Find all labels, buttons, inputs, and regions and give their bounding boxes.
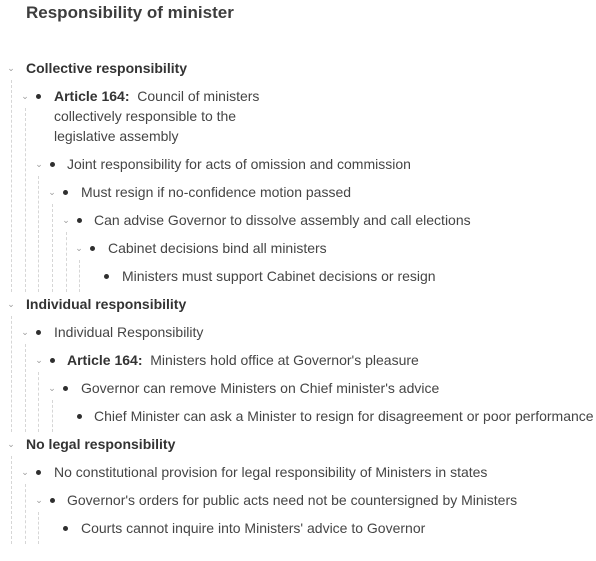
guide-line: [25, 344, 26, 432]
guide-line: [25, 484, 26, 544]
collapse-chevron-icon[interactable]: ⌄: [21, 467, 29, 477]
bullet-icon[interactable]: [90, 246, 95, 251]
node-article-164-council[interactable]: [54, 86, 259, 106]
guide-line: [79, 260, 80, 292]
bullet-icon[interactable]: [50, 498, 55, 503]
node-article-164-office[interactable]: [67, 350, 419, 370]
node-no-constitutional-provision[interactable]: No constitutional provision for legal responsibility of Ministers in states: [54, 464, 488, 480]
guide-line: [38, 176, 39, 292]
collapse-chevron-icon[interactable]: ⌄: [48, 383, 56, 393]
bullet-icon[interactable]: [50, 162, 55, 167]
collapse-chevron-icon[interactable]: ⌄: [21, 327, 29, 337]
collapse-chevron-icon[interactable]: ⌄: [7, 439, 15, 449]
bullet-icon[interactable]: [63, 190, 68, 195]
collapse-chevron-icon[interactable]: ⌄: [21, 91, 29, 101]
guide-line: [38, 512, 39, 544]
collapse-chevron-icon[interactable]: ⌄: [35, 355, 43, 365]
guide-line: [66, 232, 67, 292]
collapse-chevron-icon[interactable]: ⌄: [62, 215, 70, 225]
node-text: Council of ministers: [137, 88, 260, 104]
node-bold-label: Article 164:: [54, 88, 130, 104]
guide-line: [11, 456, 12, 544]
bullet-icon[interactable]: [63, 526, 68, 531]
guide-line: [25, 108, 26, 292]
collapse-chevron-icon[interactable]: ⌄: [7, 299, 15, 309]
section-collective-responsibility[interactable]: Collective responsibility: [26, 60, 188, 76]
collapse-chevron-icon[interactable]: ⌄: [7, 63, 15, 73]
node-advise-governor[interactable]: Can advise Governor to dissolve assembly and call elections: [94, 212, 471, 228]
collapse-chevron-icon[interactable]: ⌄: [35, 495, 43, 505]
guide-line: [11, 80, 12, 292]
collapse-chevron-icon[interactable]: ⌄: [35, 159, 43, 169]
node-ministers-support[interactable]: Ministers must support Cabinet decisions or resign: [122, 268, 436, 284]
bullet-icon[interactable]: [63, 386, 68, 391]
guide-line: [52, 400, 53, 432]
node-text: Ministers hold office at Governor's pleasure: [150, 352, 419, 368]
node-courts-cannot-inquire[interactable]: Courts cannot inquire into Ministers' advice to Governor: [81, 520, 426, 536]
node-text-continued: collectively responsible to the: [54, 108, 237, 124]
bullet-icon[interactable]: [77, 414, 82, 419]
node-chief-minister-ask[interactable]: Chief Minister can ask a Minister to resign for disagreement or poor performance: [94, 408, 594, 424]
node-joint-responsibility[interactable]: Joint responsibility for acts of omission and commission: [67, 156, 411, 172]
section-no-legal-responsibility[interactable]: No legal responsibility: [26, 436, 176, 452]
bullet-icon[interactable]: [36, 330, 41, 335]
node-governor-remove[interactable]: Governor can remove Ministers on Chief minister's advice: [81, 380, 440, 396]
guide-line: [38, 372, 39, 432]
guide-line: [52, 204, 53, 292]
collapse-chevron-icon[interactable]: ⌄: [75, 243, 83, 253]
node-bold-label: Article 164:: [67, 352, 143, 368]
section-individual-responsibility[interactable]: Individual responsibility: [26, 296, 187, 312]
node-individual-responsibility[interactable]: Individual Responsibility: [54, 324, 204, 340]
bullet-icon[interactable]: [50, 358, 55, 363]
node-cabinet-decisions[interactable]: Cabinet decisions bind all ministers: [108, 240, 327, 256]
page-title: Responsibility of minister: [26, 3, 234, 22]
bullet-icon[interactable]: [77, 218, 82, 223]
bullet-icon[interactable]: [36, 94, 41, 99]
node-must-resign[interactable]: Must resign if no-confidence motion passed: [81, 184, 352, 200]
node-text-continued: legislative assembly: [54, 128, 179, 144]
bullet-icon[interactable]: [36, 470, 41, 475]
guide-line: [11, 316, 12, 432]
collapse-chevron-icon[interactable]: ⌄: [48, 187, 56, 197]
bullet-icon[interactable]: [104, 274, 109, 279]
node-governor-orders[interactable]: Governor's orders for public acts need not be countersigned by Ministers: [67, 492, 518, 508]
